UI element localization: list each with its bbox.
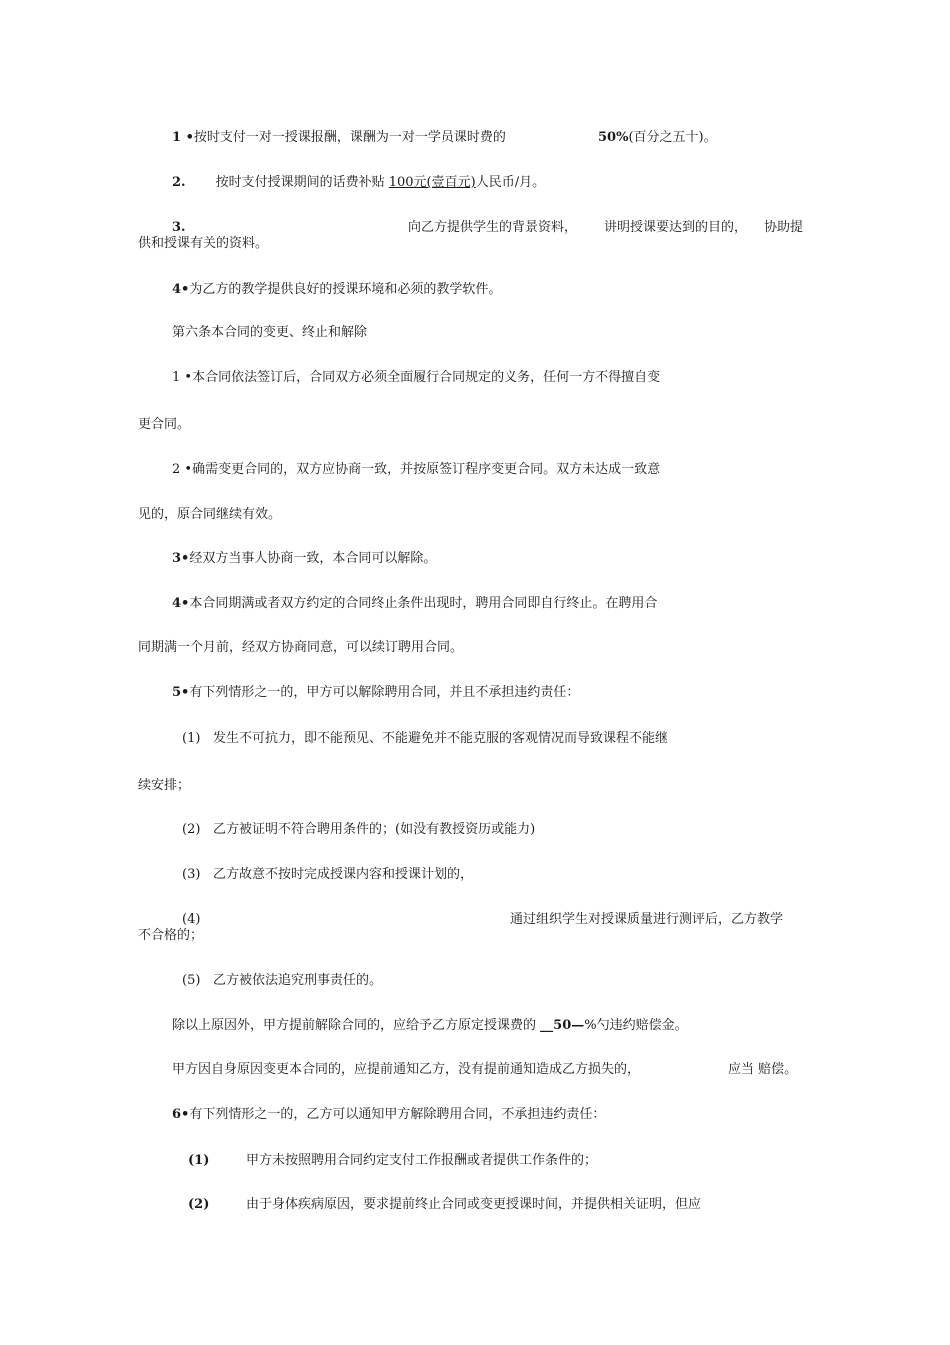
compensation-value: __50— xyxy=(540,1018,585,1033)
clause-6-1: 1 •本合同依法签订后，合同双方必须全面履行合同规定的义务，任何一方不得擅自变 xyxy=(172,370,661,385)
paragraph-teaching-environment: 4•为乙方的教学提供良好的授课环境和必须的教学软件。 xyxy=(172,282,502,297)
clause-6-2: 2 •确需变更合同的，双方应协商一致，并按原签订程序变更合同。双方未达成一致意 xyxy=(172,462,661,477)
item-unpaid: 甲方未按照聘用合同约定支付工作报酬或者提供工作条件的； xyxy=(246,1153,598,1168)
item-illness-number: (2) xyxy=(188,1197,210,1212)
paragraph-compensation-rate: 除以上原因外，甲方提前解除合同的，应给予乙方原定授课费的 __50—%勺违约赔偿金。 xyxy=(172,1018,688,1033)
clause-6-4-continuation: 同期满一个月前，经双方协商同意，可以续订聘用合同。 xyxy=(138,640,464,655)
item-unqualified-number: (2) xyxy=(182,822,201,837)
clause-6-6: 6•有下列情形之一的，乙方可以通知甲方解除聘用合同，不承担违约责任： xyxy=(172,1107,606,1122)
paragraph-3-number: 3. xyxy=(172,220,186,235)
item-force-majeure-number: (1) xyxy=(182,731,201,746)
paragraph-3-part-b: 讲明授课要达到的目的， xyxy=(604,220,748,235)
item-evaluation: 通过组织学生对授课质量进行测评后，乙方教学 xyxy=(510,912,784,927)
item-force-majeure-continuation: 续安排； xyxy=(138,778,191,793)
clause-6-2-continuation: 见的，原合同继续有效。 xyxy=(138,507,282,522)
item-unpaid-number: (1) xyxy=(188,1153,210,1168)
item-criminal: 乙方被依法追究刑事责任的。 xyxy=(213,973,383,988)
item-incomplete-number: (3) xyxy=(182,867,201,882)
item-evaluation-continuation: 不合格的； xyxy=(138,928,204,943)
paragraph-change-notice-tail: 应当 赔偿。 xyxy=(728,1062,798,1077)
clause-6-4: 4•本合同期满或者双方约定的合同终止条件出现时，聘用合同即自行终止。在聘用合 xyxy=(172,596,658,611)
paragraph-3-part-c: 协助提 xyxy=(764,220,804,235)
paragraph-phone-subsidy: 2. 按时支付授课期间的话费补贴 100元(壹百元)人民币/月。 xyxy=(172,175,546,190)
paragraph-payment-rate: 1 •按时支付一对一授课报酬，课酬为一对一学员课时费的 xyxy=(172,130,506,145)
clause-6-1-continuation: 更合同。 xyxy=(138,417,191,432)
item-evaluation-number: (4) xyxy=(182,912,201,927)
paragraph-3-part-a: 向乙方提供学生的背景资料， xyxy=(408,220,578,235)
rate-value: 50%(百分之五十)。 xyxy=(598,130,717,145)
subsidy-amount: 100元(壹百元) xyxy=(388,175,476,190)
paragraph-3-continuation: 供和授课有关的资料。 xyxy=(138,236,269,251)
clause-6-3: 3•经双方当事人协商一致，本合同可以解除。 xyxy=(172,551,437,566)
paragraph-change-notice: 甲方因自身原因变更本合同的，应提前通知乙方，没有提前通知造成乙方损失的， xyxy=(172,1062,641,1077)
section-heading-article-6: 第六条本合同的变更、终止和解除 xyxy=(172,325,368,340)
item-incomplete: 乙方故意不按时完成授课内容和授课计划的， xyxy=(213,867,474,882)
clause-6-5: 5•有下列情形之一的，甲方可以解除聘用合同，并且不承担违约责任： xyxy=(172,685,580,700)
item-force-majeure: 发生不可抗力，即不能预见、不能避免并不能克服的客观情况而导致课程不能继 xyxy=(213,731,669,746)
item-illness: 由于身体疾病原因，要求提前终止合同或变更授课时间，并提供相关证明，但应 xyxy=(246,1197,702,1212)
item-criminal-number: (5) xyxy=(182,973,201,988)
item-unqualified: 乙方被证明不符合聘用条件的；(如没有教授资历或能力) xyxy=(213,822,536,837)
